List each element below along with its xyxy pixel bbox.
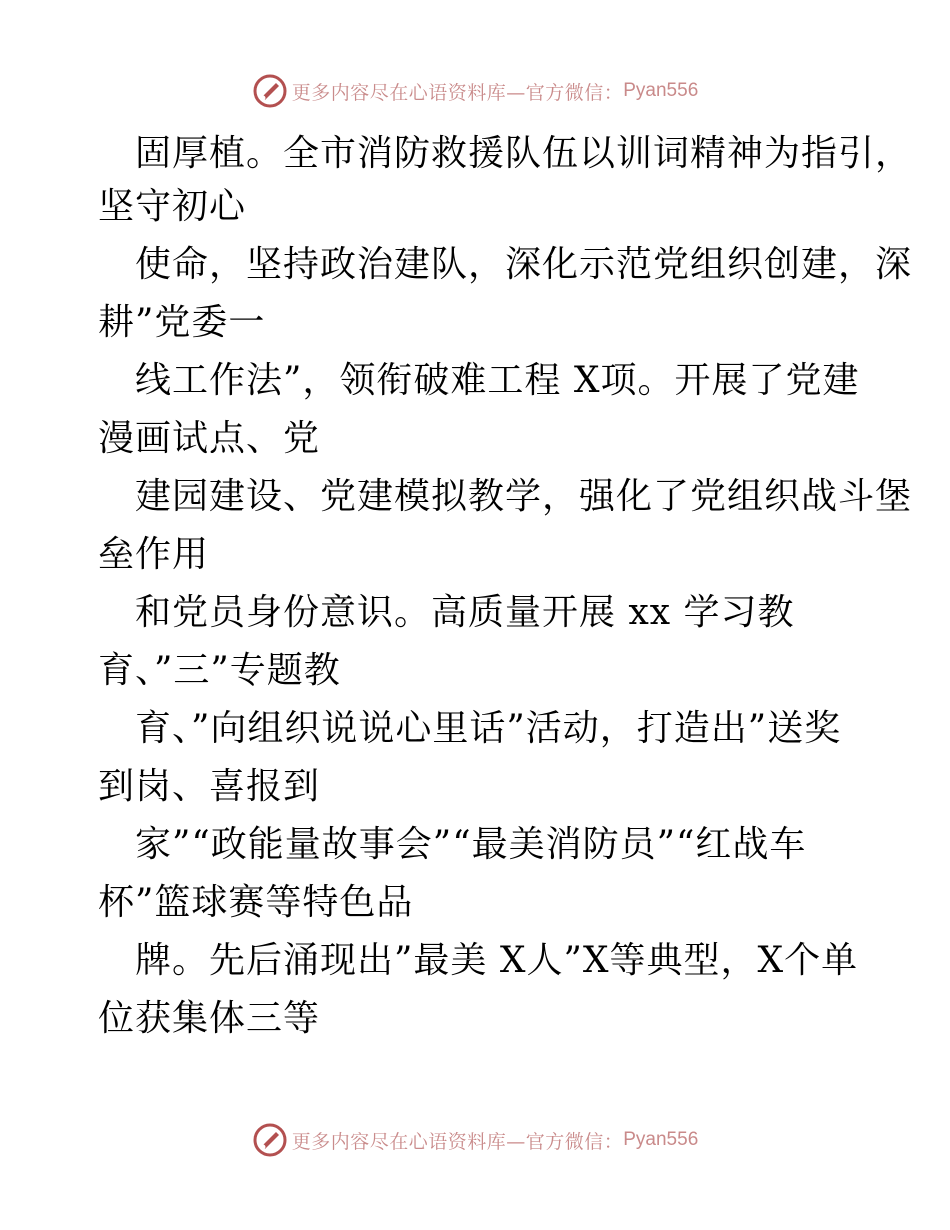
text-line: 漫画试点、党 [98, 418, 321, 459]
text-line: 位获集体三等 [98, 998, 321, 1039]
text-line: 育、”三”专题教 [98, 650, 341, 691]
text-line: 家”“政能量故事会”“最美消防员”“红战车 [135, 824, 807, 865]
watermark-text: 更多内容尽在心语资料库—官方微信： [291, 1130, 624, 1153]
text-line: 到岗、喜报到 [98, 766, 321, 807]
watermark-wechat-id: Pyan556 [623, 80, 699, 101]
text-line: 建园建设、党建模拟教学，强化了党组织战斗堡 [135, 476, 913, 517]
pen-seal-icon [252, 1122, 288, 1158]
watermark-wechat-id: Pyan556 [623, 1129, 699, 1150]
text-line: 固厚植。全市消防救援队伍以训词精神为指引， [135, 133, 913, 174]
text-line: 使命，坚持政治建队，深化示范党组织创建，深 [135, 244, 913, 285]
footer-watermark [0, 1120, 950, 1160]
text-line: 垒作用 [98, 534, 210, 575]
pen-seal-icon [252, 73, 288, 109]
text-line: 育、”向组织说说心里话”活动，打造出”送奖 [135, 708, 842, 749]
watermark-text: 更多内容尽在心语资料库—官方微信： [291, 81, 624, 104]
text-line: 坚守初心 [98, 186, 247, 227]
text-line: 杯”篮球赛等特色品 [98, 882, 414, 923]
text-line: 线工作法”，领衔破难工程 X项。开展了党建 [135, 360, 860, 401]
text-line: 和党员身份意识。高质量开展 xx 学习教 [135, 592, 795, 633]
text-line: 耕”党委一 [98, 302, 266, 343]
header-watermark [0, 71, 950, 111]
text-line: 牌。先后涌现出”最美 X人”X等典型，X个单 [135, 940, 859, 981]
